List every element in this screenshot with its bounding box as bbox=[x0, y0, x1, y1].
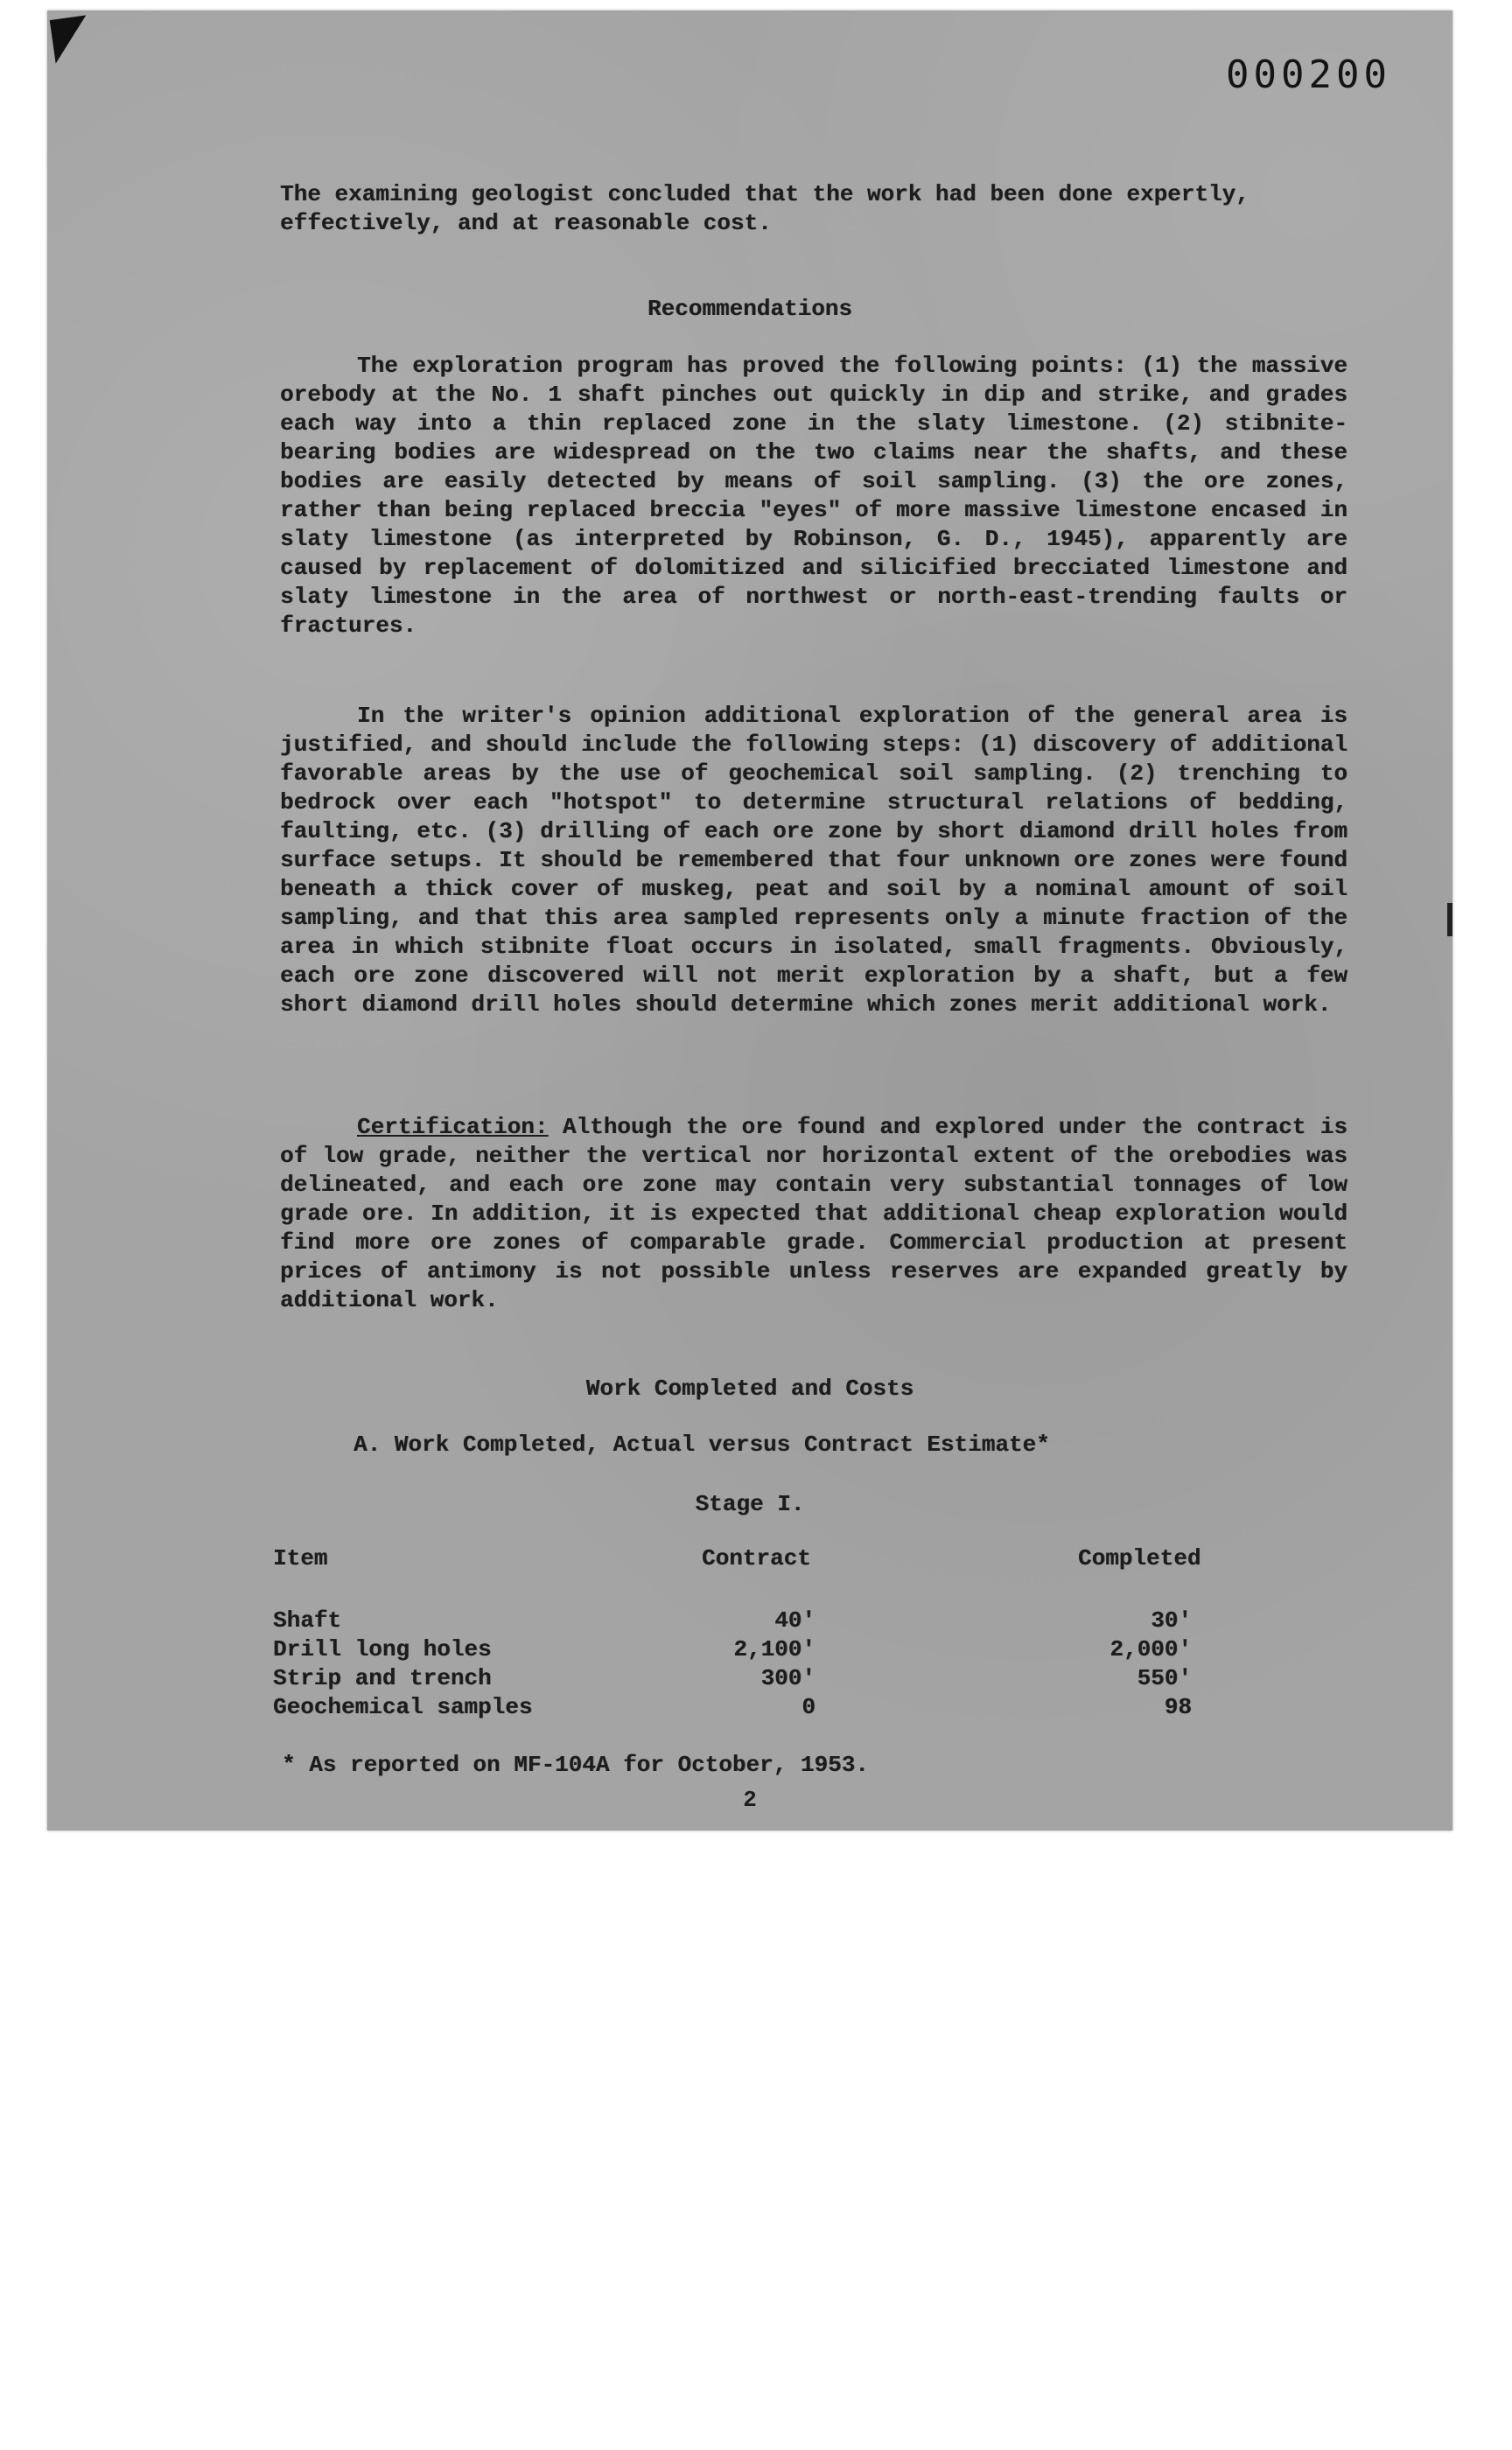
item-cell: Shaft bbox=[273, 1607, 342, 1634]
document-page bbox=[47, 10, 1452, 1830]
contract-cell: 2,100' bbox=[733, 1636, 816, 1662]
column-header-completed: Completed bbox=[1078, 1545, 1201, 1572]
certification-label: Certification: bbox=[357, 1114, 549, 1140]
paragraph-text: The exploration program has proved the following points: (1) the massive orebody at the No. 1 shaft pinches out quickly in dip and strike, and grades each way into a thin replaced zone in the slaty limestone. (2) stibnite-bearing bodies are widespread on the two claims near the shafts, and these bodies are easily detected by means of soil sampling. (3) the ore zones, rather than being replaced breccia "eyes" of more massive limestone encased in slaty limestone (as interpreted by Robinson, G. D., 1945), apparently are caused by replacement of dolomitized and silicified brecciated limestone and slaty limestone in the area of northwest or north-east-trending faults or fractures. bbox=[280, 353, 1348, 639]
table-row bbox=[273, 1607, 1192, 1636]
contract-cell: 300' bbox=[760, 1665, 816, 1691]
folio-number: 2 bbox=[743, 1787, 757, 1813]
work-table bbox=[273, 1545, 1201, 1723]
table-row bbox=[273, 1694, 1192, 1723]
edge-mark bbox=[1447, 903, 1452, 936]
stage-heading: Stage I. bbox=[695, 1491, 805, 1517]
certification-text: Although the ore found and explored under the contract is of low grade, neither the vertical nor horizontal extent of the orebodies was delineated, and each ore zone may contain very substantial tonnages of low grade ore. In addition, it is expected that additional cheap exploration would find more ore zones of comparable grade. Commercial production at present prices of antimony is not possible unless reserves are expanded greatly by additional work. bbox=[280, 1114, 1348, 1313]
completed-cell: 550' bbox=[1137, 1665, 1192, 1691]
footnote: * As reported on MF-104A for October, 1953. bbox=[282, 1752, 869, 1778]
recommendations-paragraph-2 bbox=[280, 702, 1348, 1019]
table-row bbox=[273, 1665, 1192, 1694]
work-completed-heading: Work Completed and Costs bbox=[585, 1376, 914, 1402]
corner-fold-mark bbox=[50, 15, 93, 63]
table-header-row bbox=[273, 1545, 1201, 1574]
item-cell: Strip and trench bbox=[273, 1665, 492, 1691]
completed-cell: 2,000' bbox=[1110, 1636, 1192, 1662]
certification-paragraph bbox=[280, 1113, 1348, 1315]
item-cell: Geochemical samples bbox=[273, 1694, 533, 1720]
item-cell: Drill long holes bbox=[273, 1636, 492, 1662]
paragraph-text: In the writer's opinion additional exploration of the general area is justified, and should include the following steps: (1) discovery of additional favorable areas by the use of geochemical soil sampling. (2) trenching to bedrock over each "hotspot" to determine structural relations of bedding, faulting, etc. (3) drilling of each ore zone by short diamond drill holes from surface setups. It should be remembered that four unknown ore zones were found beneath a thick cover of muskeg, peat and soil by a nominal amount of soil sampling, and that this area sampled represents only a minute fraction of the area in which stibnite float occurs in isolated, small fragments. Obviously, each ore zone discovered will not merit exploration by a shaft, but a few short diamond drill holes should determine which zones merit additional work. bbox=[280, 703, 1348, 1018]
recommendations-heading: Recommendations bbox=[647, 296, 853, 322]
contract-cell: 0 bbox=[802, 1694, 816, 1720]
column-header-item: Item bbox=[273, 1545, 328, 1572]
table-row bbox=[273, 1636, 1192, 1665]
page-number: 000200 bbox=[1226, 52, 1391, 97]
completed-cell: 30' bbox=[1151, 1607, 1192, 1634]
completed-cell: 98 bbox=[1164, 1694, 1192, 1720]
recommendations-paragraph-1 bbox=[280, 352, 1348, 640]
column-header-contract: Contract bbox=[702, 1545, 811, 1572]
paragraph-text bbox=[280, 1113, 1348, 1315]
work-subheading: A. Work Completed, Actual versus Contract Estimate* bbox=[354, 1432, 1050, 1458]
intro-paragraph: The examining geologist concluded that the work had been done expertly, effectively, and at reasonable cost. bbox=[280, 181, 1250, 236]
contract-cell: 40' bbox=[774, 1607, 816, 1634]
